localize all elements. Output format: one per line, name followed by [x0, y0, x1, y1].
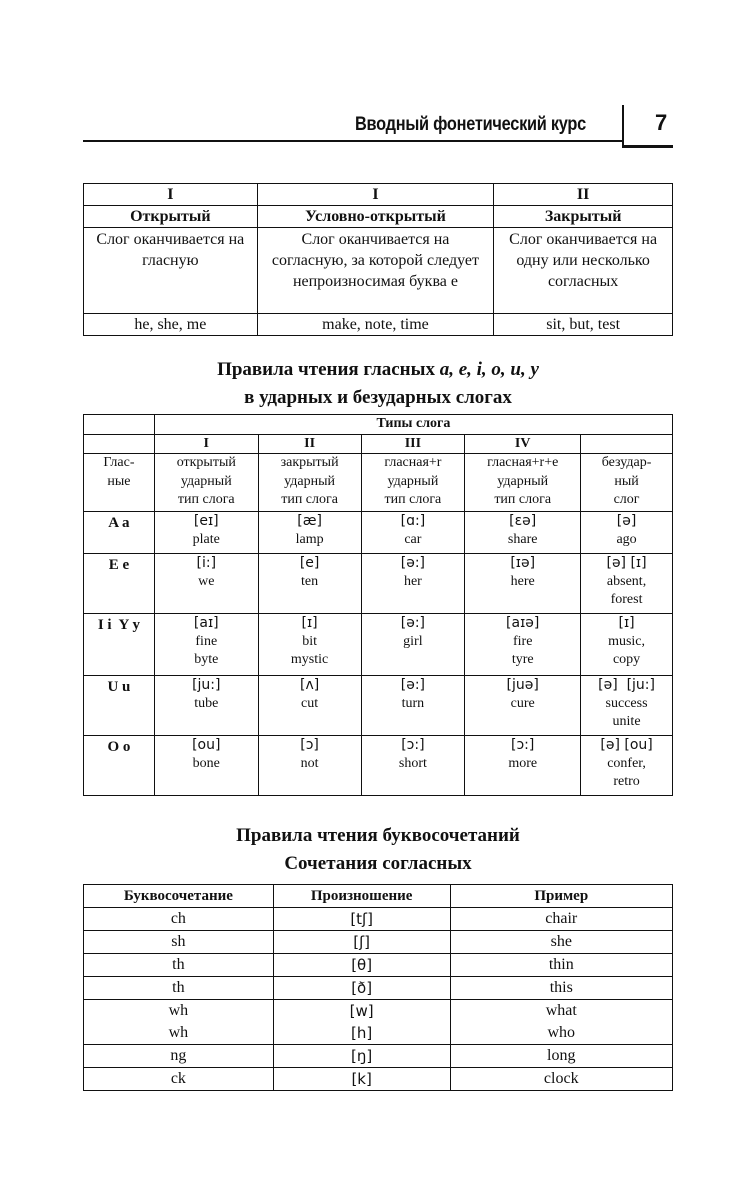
- example-word: turn: [401, 695, 425, 711]
- example-word: cure: [510, 695, 535, 711]
- vowel-letter: U u: [84, 676, 155, 736]
- vowels-heading-text: Правила чтения гласных: [217, 359, 440, 380]
- table-row: [84, 908, 673, 931]
- syllable-type-conditional: Условно-открытый: [257, 206, 494, 228]
- example-word: car: [404, 531, 422, 547]
- empty-cell: [84, 434, 155, 454]
- type-numeral: I: [154, 434, 258, 454]
- example-cell: what who: [450, 1000, 672, 1045]
- example-word: music, copy: [608, 633, 646, 667]
- header-rule: [83, 140, 623, 142]
- vowel-letter: A a: [84, 512, 155, 554]
- vowel-rule-cell: [154, 676, 258, 736]
- vowel-letter: O o: [84, 736, 155, 796]
- transcription: [ə] [ju:]: [598, 677, 655, 693]
- example-word: not: [300, 755, 319, 771]
- example-cell: chair: [450, 908, 672, 931]
- transcription: [ə:]: [400, 677, 426, 693]
- vowel-rule-cell: [465, 614, 581, 676]
- vowel-rule-cell: [581, 614, 673, 676]
- table-row: [84, 1045, 673, 1068]
- pronunciation-cell: [ŋ]: [273, 1045, 450, 1068]
- example-word: cut: [301, 695, 319, 711]
- header-page-rule: [622, 145, 673, 148]
- vowel-rule-cell: [361, 512, 465, 554]
- example-cell: clock: [450, 1068, 672, 1091]
- transcription: [ə:]: [400, 615, 426, 631]
- vowel-rule-cell: [361, 676, 465, 736]
- combination-cell: ch: [84, 908, 274, 931]
- vowel-rule-cell: [258, 512, 361, 554]
- consonant-combinations-table: [83, 884, 673, 1091]
- combination-cell: ck: [84, 1068, 274, 1091]
- column-header: Пример: [450, 885, 672, 908]
- column-header: гласная+r ударный тип слога: [361, 454, 465, 512]
- vowel-rule-cell: [581, 676, 673, 736]
- vowels-heading: [83, 356, 673, 412]
- example-word: share: [507, 531, 538, 547]
- vowel-rule-cell: [258, 736, 361, 796]
- numeral-cell: I: [257, 184, 494, 206]
- pronunciation-cell: [ʃ]: [273, 931, 450, 954]
- example-word: confer, retro: [607, 755, 646, 789]
- transcription: [eɪ]: [193, 513, 219, 529]
- definition-cell: Слог оканчивается на согласную, за которой следует непроизносимая буква е: [257, 228, 494, 314]
- vowel-rule-cell: [465, 676, 581, 736]
- transcription: [ʌ]: [299, 677, 320, 693]
- example-word: we: [198, 573, 215, 589]
- example-word: tube: [194, 695, 219, 711]
- vowels-heading-line2: в ударных и безударных слогах: [244, 387, 512, 408]
- transcription: [ə]: [616, 513, 637, 529]
- transcription: [ə] [ou]: [600, 737, 653, 753]
- consonants-heading-line2: Сочетания согласных: [284, 853, 472, 874]
- combination-cell: sh: [84, 931, 274, 954]
- vowel-rule-cell: [465, 736, 581, 796]
- vowel-rule-cell: [154, 554, 258, 614]
- numeral-cell: I: [84, 184, 258, 206]
- vowel-rule-cell: [361, 736, 465, 796]
- vowel-rule-cell: [581, 554, 673, 614]
- syllable-types-group-header: Типы слога: [154, 415, 672, 435]
- header-divider: [622, 105, 624, 147]
- table-row: [84, 954, 673, 977]
- example-word: ago: [616, 531, 637, 547]
- vowel-rule-cell: [581, 512, 673, 554]
- table-row: [84, 1068, 673, 1091]
- example-word: fine byte: [194, 633, 219, 667]
- example-word: plate: [192, 531, 220, 547]
- transcription: [aɪ]: [193, 615, 219, 631]
- example-word: girl: [403, 633, 423, 649]
- example-word: success unite: [605, 695, 648, 729]
- pronunciation-cell: [ð]: [273, 977, 450, 1000]
- syllable-type-open: Открытый: [84, 206, 258, 228]
- transcription: [ə:]: [400, 555, 426, 571]
- vowels-heading-letters: a, e, i, o, u, y: [439, 359, 539, 380]
- type-numeral: IV: [465, 434, 581, 454]
- vowel-rule-cell: [258, 676, 361, 736]
- table-row: [84, 1000, 673, 1045]
- definition-cell: Слог оканчивается на гласную: [84, 228, 258, 314]
- table-row: [84, 977, 673, 1000]
- column-header: закрытый ударный тип слога: [258, 454, 361, 512]
- vowel-row: [84, 614, 673, 676]
- transcription: [ɛə]: [509, 513, 537, 529]
- transcription: [ɪə]: [510, 555, 536, 571]
- syllable-type-closed: Закрытый: [494, 206, 673, 228]
- transcription: [ɪ]: [301, 615, 318, 631]
- vowel-rule-cell: [361, 554, 465, 614]
- consonants-heading-line1: Правила чтения буквосочетаний: [236, 825, 520, 846]
- transcription: [i:]: [196, 555, 217, 571]
- vowel-rule-cell: [154, 736, 258, 796]
- transcription: [aɪə]: [506, 615, 540, 631]
- running-header-title: Вводный фонетический курс: [355, 114, 586, 135]
- transcription: [ɔ]: [300, 737, 319, 753]
- transcription: [ɪ]: [618, 615, 635, 631]
- example-word: more: [508, 755, 538, 771]
- empty-corner-cell: [84, 415, 155, 435]
- transcription: [ə] [ɪ]: [606, 555, 647, 571]
- vowel-rules-table: [83, 414, 673, 796]
- example-word: her: [403, 573, 422, 589]
- example-word: short: [398, 755, 427, 771]
- example-word: absent, forest: [606, 573, 647, 607]
- transcription: [ou]: [192, 737, 221, 753]
- transcription: [æ]: [297, 513, 322, 529]
- example-cell: long: [450, 1045, 672, 1068]
- example-cell: sit, but, test: [494, 314, 673, 336]
- vowel-row: [84, 736, 673, 796]
- vowel-rule-cell: [154, 512, 258, 554]
- transcription: [ɔ:]: [401, 737, 425, 753]
- pronunciation-cell: [tʃ]: [273, 908, 450, 931]
- type-numeral: [581, 434, 673, 454]
- column-header: Буквосочетание: [84, 885, 274, 908]
- vowel-row: [84, 512, 673, 554]
- combination-cell: th: [84, 977, 274, 1000]
- column-header: открытый ударный тип слога: [154, 454, 258, 512]
- column-header: гласная+r+e ударный тип слога: [465, 454, 581, 512]
- column-header: безудар- ный слог: [581, 454, 673, 512]
- type-numeral: II: [258, 434, 361, 454]
- example-word: bone: [192, 755, 220, 771]
- syllable-types-table: [83, 183, 673, 336]
- vowel-rule-cell: [154, 614, 258, 676]
- example-word: fire tyre: [511, 633, 534, 667]
- vowels-column-header: Глас- ные: [84, 454, 155, 512]
- page-number: 7: [655, 110, 668, 135]
- numeral-cell: II: [494, 184, 673, 206]
- pronunciation-cell: [k]: [273, 1068, 450, 1091]
- example-word: here: [510, 573, 535, 589]
- example-word: bit mystic: [290, 633, 329, 667]
- transcription: [juə]: [506, 677, 539, 693]
- transcription: [e]: [299, 555, 320, 571]
- vowel-rule-cell: [581, 736, 673, 796]
- vowel-row: [84, 554, 673, 614]
- transcription: [ɔ:]: [511, 737, 535, 753]
- pronunciation-cell: [θ]: [273, 954, 450, 977]
- example-word: ten: [301, 573, 319, 589]
- example-cell: this: [450, 977, 672, 1000]
- column-header: Произношение: [273, 885, 450, 908]
- example-cell: she: [450, 931, 672, 954]
- combination-cell: wh wh: [84, 1000, 274, 1045]
- transcription: [ju:]: [192, 677, 221, 693]
- vowel-letter: I i Y y: [84, 614, 155, 676]
- example-cell: thin: [450, 954, 672, 977]
- vowel-letter: E e: [84, 554, 155, 614]
- definition-cell: Слог оканчивается на одну или несколько согласных: [494, 228, 673, 314]
- example-cell: make, note, time: [257, 314, 494, 336]
- type-numeral: III: [361, 434, 465, 454]
- vowel-rule-cell: [465, 512, 581, 554]
- consonants-heading: [83, 822, 673, 878]
- combination-cell: ng: [84, 1045, 274, 1068]
- table-row: [84, 931, 673, 954]
- vowel-row: [84, 676, 673, 736]
- transcription: [ɑ:]: [400, 513, 426, 529]
- vowel-rule-cell: [258, 554, 361, 614]
- vowel-rule-cell: [361, 614, 465, 676]
- vowel-rule-cell: [258, 614, 361, 676]
- pronunciation-cell: [w] [h]: [273, 1000, 450, 1045]
- vowel-rule-cell: [465, 554, 581, 614]
- combination-cell: th: [84, 954, 274, 977]
- example-cell: he, she, me: [84, 314, 258, 336]
- example-word: lamp: [295, 531, 324, 547]
